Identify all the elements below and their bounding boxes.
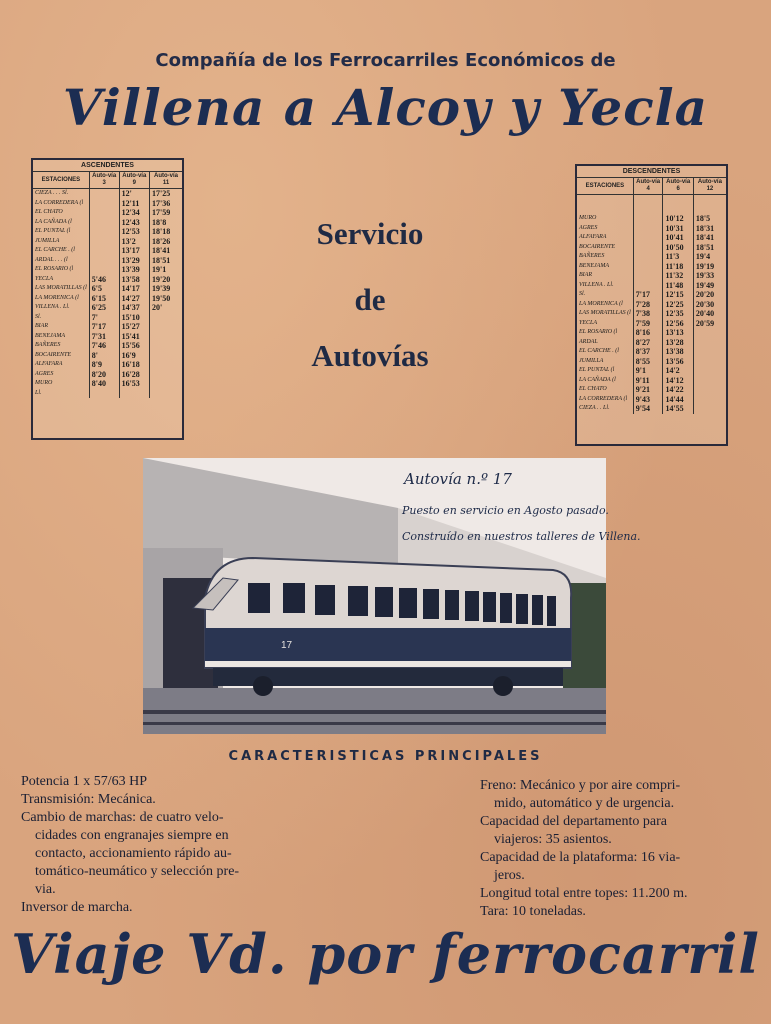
timetable-row [577,300,726,310]
departure-time: 16'53 [119,379,149,389]
characteristics-title: CARACTERISTICAS PRINCIPALES [228,749,543,764]
timetable-row [33,313,182,323]
departure-time [150,360,182,370]
timetable-row [33,275,182,285]
departure-time: 14'2 [663,366,693,376]
departure-time [633,252,663,262]
timetable-row [577,271,726,281]
departure-time: 13'28 [663,338,693,348]
departure-time: 8'40 [89,379,119,389]
station-name: ARDAL . . . (l [35,256,68,263]
departure-time: 19'20 [150,275,182,285]
departure-time: 11'3 [663,252,693,262]
timetable-col-header: Auto-vía 9 [119,172,149,189]
timetable-row [33,199,182,209]
departure-time [89,227,119,237]
departure-time: 9'1 [633,366,663,376]
photo-caption-line-1: Puesto en servicio en Agosto pasado. [402,504,609,517]
departure-time [633,243,663,253]
departure-time: 12'34 [119,208,149,218]
departure-time [150,370,182,380]
departure-time [150,322,182,332]
departure-time: 16'9 [119,351,149,361]
departure-time [693,366,726,376]
timetable-row [577,404,726,414]
departure-time: 15'10 [119,313,149,323]
departure-time: 17'25 [150,189,182,199]
departure-time [119,389,149,399]
departure-time: 14'22 [663,385,693,395]
railcar-photo [143,458,606,734]
departure-time: 14'37 [119,303,149,313]
departure-time [89,246,119,256]
timetable-row [33,389,182,399]
departure-time: 18'51 [150,256,182,266]
departure-time [89,256,119,266]
departure-time: 16'18 [119,360,149,370]
service-word-3: Autovías [311,338,429,373]
departure-time [633,224,663,234]
departure-time: 6'25 [89,303,119,313]
timetable-row [33,265,182,275]
spec-item: Inversor de marcha. [21,900,133,915]
departure-time: 20' [150,303,182,313]
departure-time: 15'56 [119,341,149,351]
station-name: EL CHATO [35,209,63,215]
timetable-col-header: Auto-vía 12 [693,178,726,195]
departure-time [633,195,663,205]
departure-time: 14'44 [663,395,693,405]
station-name: EL CARCHE . (l [579,348,619,354]
departure-time: 18'26 [150,237,182,247]
departure-time [693,357,726,367]
timetable-row [33,294,182,304]
station-name: VILLENA . Ll. [35,304,70,310]
timetable-row [577,309,726,319]
timetable-ascendentes [31,158,184,440]
timetable-row [577,262,726,272]
station-name: LA CAÑADA (l [579,376,616,383]
spec-item-continuation: jeros. [494,868,525,883]
timetable-row [33,237,182,247]
timetable-row [33,370,182,380]
timetable-row [33,256,182,266]
departure-time: 19'33 [693,271,726,281]
spec-item-continuation: mido, automático y de urgencia. [494,796,675,811]
departure-time [633,262,663,272]
timetable-row [33,360,182,370]
departure-time: 8'9 [89,360,119,370]
timetable-row [577,366,726,376]
station-name: BIAR [579,272,592,278]
station-name: Sl. [35,313,42,320]
timetable-col-header: ESTACIONES [577,178,633,195]
spec-item-continuation: via. [35,882,56,897]
timetable-row [33,332,182,342]
departure-time [89,189,119,199]
service-word-2: de [354,282,386,317]
station-name: BOCAIRENTE [35,351,71,358]
departure-time: 16'28 [119,370,149,380]
station-name: BAÑERES [35,342,61,348]
characteristics-left [21,773,281,917]
station-name [577,195,633,205]
departure-time: 8'55 [633,357,663,367]
departure-time: 7'17 [89,322,119,332]
spec-item: Capacidad del departamento para [480,814,667,829]
departure-time [693,376,726,386]
departure-time: 7'59 [633,319,663,329]
timetable-row [577,252,726,262]
timetable-direction: ASCENDENTES [33,160,182,172]
timetable-row [577,281,726,291]
departure-time: 12'25 [663,300,693,310]
departure-time: 8' [89,351,119,361]
departure-time: 13'56 [663,357,693,367]
timetable-row [33,246,182,256]
departure-time: 8'20 [89,370,119,380]
station-name: BENEJAMA [579,262,609,269]
departure-time: 7'31 [89,332,119,342]
timetable-row [33,303,182,313]
station-name: BENEJAMA [35,332,65,339]
station-name: AGRES [35,370,54,377]
departure-time: 18'41 [150,246,182,256]
spec-item: Potencia 1 x 57/63 HP [21,774,147,789]
footer-slogan: Viaje Vd. por ferrocarril [11,922,760,986]
departure-time: 20'59 [693,319,726,329]
station-name: LA CORREDERA (l [35,199,84,206]
departure-time [663,205,693,215]
departure-time [693,205,726,215]
photo-caption-title: Autovía n.º 17 [404,470,512,488]
timetable-col-header: Auto-vía 3 [89,172,119,189]
departure-time: 12'53 [119,227,149,237]
timetable-row [33,218,182,228]
station-name: LAS MORATILLAS (l [579,310,631,316]
timetable-row [577,319,726,329]
departure-time: 13'58 [119,275,149,285]
departure-time: 9'43 [633,395,663,405]
station-name: EL CHATO [579,386,607,392]
departure-time: 14'55 [663,404,693,414]
spec-item: Cambio de marchas: de cuatro velo- [21,810,224,825]
departure-time: 8'27 [633,338,663,348]
departure-time [663,195,693,205]
departure-time [693,347,726,357]
spec-item: Longitud total entre topes: 11.200 m. [480,886,688,901]
timetable-table [577,178,726,414]
departure-time: 14'17 [119,284,149,294]
station-name: EL PUNTAL (l [579,367,615,373]
station-name: JUMILLA [579,357,604,364]
departure-time: 19'19 [693,262,726,272]
departure-time: 10'41 [663,233,693,243]
departure-time: 15'41 [119,332,149,342]
departure-time [150,379,182,389]
departure-time [693,395,726,405]
departure-time [693,195,726,205]
departure-time: 11'48 [663,281,693,291]
departure-time: 13'39 [119,265,149,275]
departure-time: 19'4 [693,252,726,262]
departure-time [633,233,663,243]
spec-item: Tara: 10 toneladas. [480,904,586,919]
timetable-row [33,208,182,218]
timetable-col-header: Auto-vía 4 [633,178,663,195]
station-name: LA MORENICA (l [579,300,623,307]
spec-item: Capacidad de la plataforma: 16 via- [480,850,681,865]
station-name: EL ROSARIO (l [579,329,618,335]
departure-time: 13'17 [119,246,149,256]
timetable-row [33,341,182,351]
departure-time: 10'12 [663,214,693,224]
timetable-row [33,227,182,237]
departure-time: 17'36 [150,199,182,209]
station-name: JUMILLA [35,237,60,244]
timetable-row [33,379,182,389]
service-word-1: Servicio [316,216,424,251]
departure-time [633,271,663,281]
departure-time: 18'41 [693,233,726,243]
departure-time: 18'8 [150,218,182,228]
station-name: EL PUNTAL (l [35,228,71,234]
timetable-row [577,357,726,367]
timetable-col-header: Auto-vía 11 [150,172,182,189]
departure-time: 5'46 [89,275,119,285]
departure-time [633,205,663,215]
timetable-row [577,328,726,338]
timetable-row [577,376,726,386]
departure-time: 11'32 [663,271,693,281]
departure-time: 9'11 [633,376,663,386]
departure-time: 7'28 [633,300,663,310]
timetable-row [577,205,726,215]
departure-time [150,313,182,323]
departure-time: 19'39 [150,284,182,294]
timetable-table [33,172,182,398]
departure-time [89,208,119,218]
departure-time: 13'13 [663,328,693,338]
departure-time [89,199,119,209]
spec-item-continuation: tomático-neumático y selección pre- [35,864,240,879]
departure-time [89,265,119,275]
station-name: YECLA [579,319,598,326]
departure-time: 12'15 [663,290,693,300]
timetable-row [33,284,182,294]
departure-time: 20'20 [693,290,726,300]
departure-time: 8'16 [633,328,663,338]
departure-time: 12'56 [663,319,693,329]
timetable-descendentes [575,164,728,446]
timetable-col-header: ESTACIONES [33,172,89,189]
departure-time: 18'31 [693,224,726,234]
station-name: BOCAIRENTE [579,243,615,250]
station-name: LA MORENICA (l [35,294,79,301]
departure-time: 14'12 [663,376,693,386]
departure-time [89,389,119,399]
timetable-row [577,243,726,253]
departure-time [89,218,119,228]
departure-time: 7'38 [633,309,663,319]
departure-time [150,389,182,399]
station-name: MURO [579,215,597,221]
departure-time [633,281,663,291]
station-name: LAS MORATILLAS (l [35,285,87,291]
station-name: LA CORREDERA (l [579,395,628,402]
timetable-row [33,351,182,361]
departure-time: 15'27 [119,322,149,332]
railway-title: Villena a Alcoy y Yecla [62,78,709,137]
departure-time [89,237,119,247]
departure-time: 18'51 [693,243,726,253]
station-name: LA CAÑADA (l [35,218,72,225]
station-name: BAÑERES [579,253,605,259]
timetable-row [33,322,182,332]
company-heading: Compañía de los Ferrocarriles Económicos de [155,50,616,71]
station-name: EL ROSARIO (l [35,266,74,272]
departure-time: 10'50 [663,243,693,253]
departure-time: 18'18 [150,227,182,237]
departure-time [693,328,726,338]
departure-time: 12' [119,189,149,199]
departure-time [693,385,726,395]
timetable-row [577,290,726,300]
characteristics-right [480,777,735,921]
spec-item-continuation: contacto, accionamiento rápido au- [35,846,232,861]
spec-item: Freno: Mecánico y por aire compri- [480,778,681,793]
departure-time: 8'37 [633,347,663,357]
departure-time: 14'27 [119,294,149,304]
station-name: VILLENA . Ll. [579,281,614,288]
departure-time: 7' [89,313,119,323]
departure-time: 13'38 [663,347,693,357]
departure-time [150,332,182,342]
departure-time: 10'31 [663,224,693,234]
departure-time [633,214,663,224]
station-name: YECLA [35,275,54,282]
departure-time: 7'46 [89,341,119,351]
departure-time: 18'5 [693,214,726,224]
departure-time [693,404,726,414]
departure-time: 6'15 [89,294,119,304]
timetable-col-header: Auto-vía 6 [663,178,693,195]
timetable-row [577,195,726,205]
departure-time: 20'40 [693,309,726,319]
timetable-row [33,189,182,199]
departure-time: 9'54 [633,404,663,414]
departure-time [693,338,726,348]
spec-item: Transmisión: Mecánica. [21,792,156,807]
station-name: Sl. [579,291,586,297]
timetable-row [577,224,726,234]
departure-time: 13'29 [119,256,149,266]
station-name: CIEZA . . . Sl. [35,190,69,196]
timetable-row [577,385,726,395]
spec-item-continuation: cidades con engranajes siempre en [35,828,229,843]
departure-time: 6'5 [89,284,119,294]
railcar-number: 17 [281,640,293,651]
departure-time: 7'17 [633,290,663,300]
timetable-row [577,347,726,357]
station-name: BIAR [35,323,48,329]
station-name: Ll. [35,389,42,396]
station-name [577,205,633,215]
departure-time [150,351,182,361]
station-name: ALFAFARA [579,234,607,240]
railcar-illustration [143,458,606,734]
station-name: AGRES [579,224,598,231]
station-name: EL CARCHE . (l [35,247,75,253]
timetable-row [577,338,726,348]
departure-time: 9'21 [633,385,663,395]
timetable-row [577,233,726,243]
departure-time: 20'30 [693,300,726,310]
station-name: ARDAL [579,338,598,345]
departure-time: 19'49 [693,281,726,291]
departure-time: 13'2 [119,237,149,247]
departure-time: 12'11 [119,199,149,209]
departure-time: 19'1 [150,265,182,275]
station-name: CIEZA . . Ll. [579,405,610,411]
station-name: MURO [35,380,53,386]
timetable-row [577,395,726,405]
spec-item-continuation: viajeros: 35 asientos. [494,832,612,847]
photo-caption-line-2: Construído en nuestros talleres de Villena. [402,530,641,543]
timetable-direction: DESCENDENTES [577,166,726,178]
departure-time [150,341,182,351]
departure-time: 11'18 [663,262,693,272]
station-name: ALFAFARA [35,361,63,367]
departure-time: 12'35 [663,309,693,319]
departure-time: 19'50 [150,294,182,304]
departure-time: 12'43 [119,218,149,228]
departure-time: 17'59 [150,208,182,218]
timetable-row [577,214,726,224]
